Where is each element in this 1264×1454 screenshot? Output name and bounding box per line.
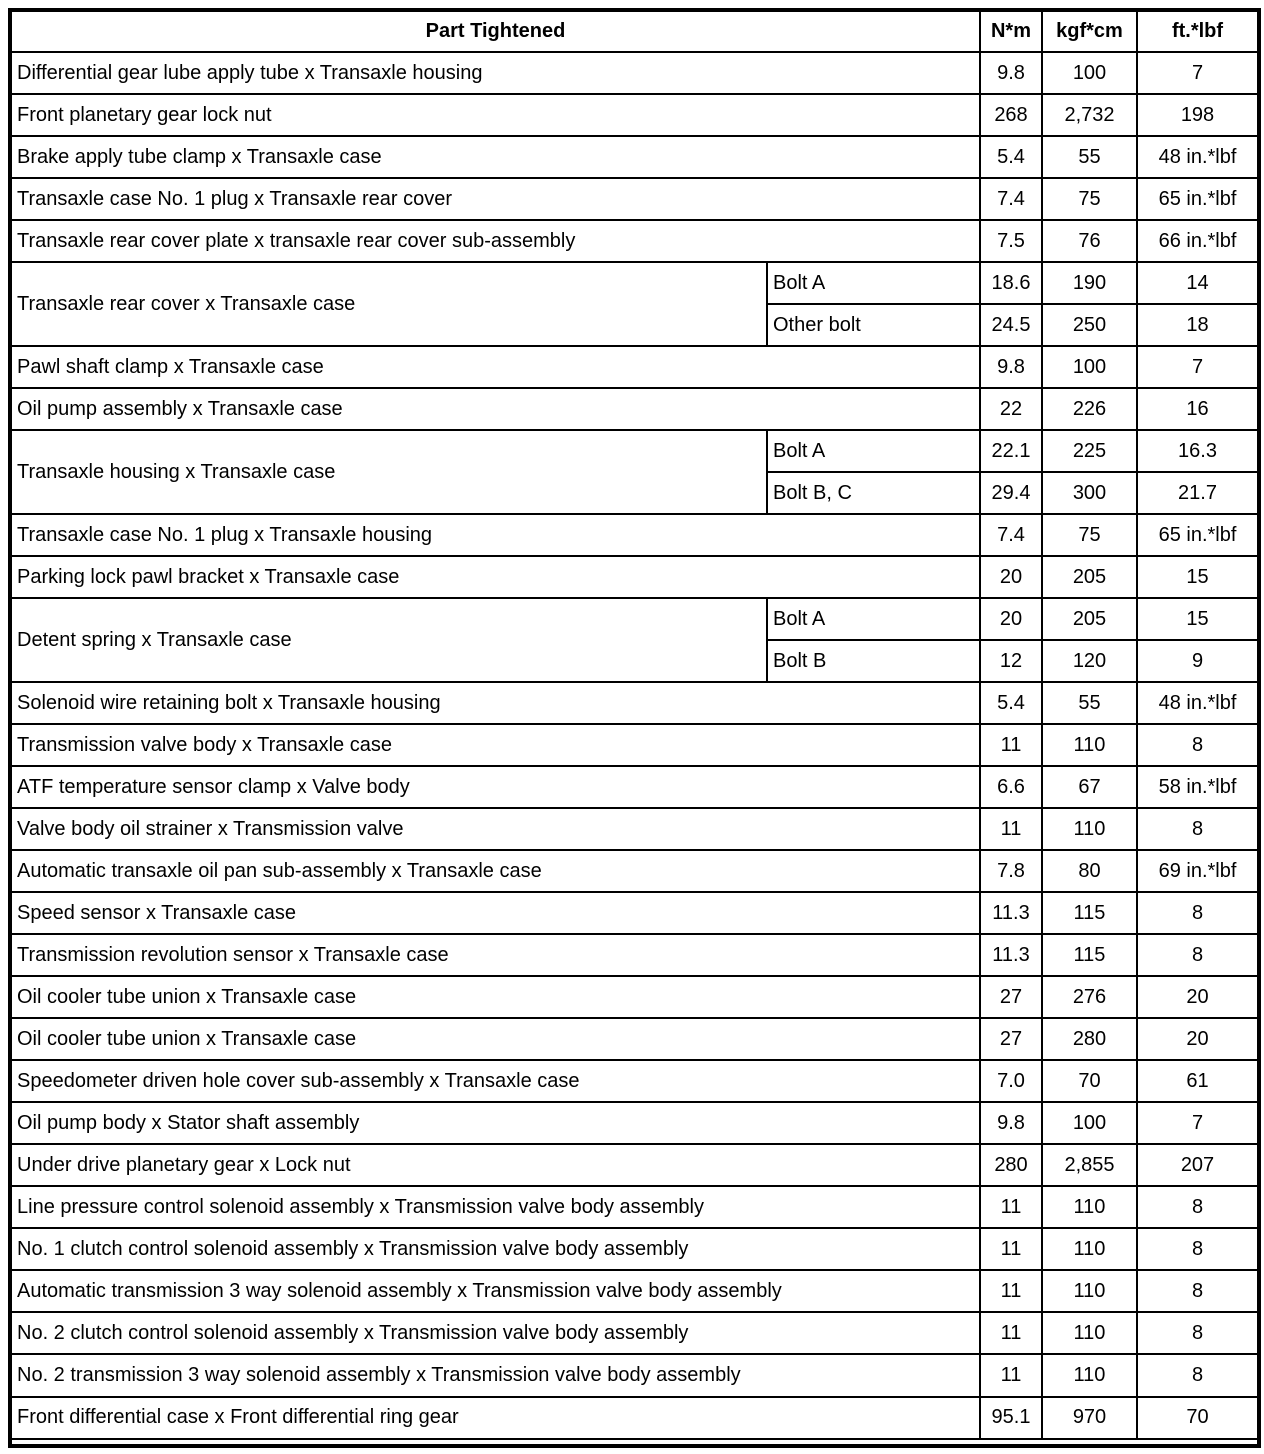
ftlbf-value-cell: 21.7 bbox=[1137, 472, 1259, 514]
nm-value-cell: 29.4 bbox=[980, 472, 1042, 514]
kgfcm-value-cell: 2,855 bbox=[1042, 1144, 1137, 1186]
nm-value-cell: 7.4 bbox=[980, 514, 1042, 556]
part-tightened-cell: ATF temperature sensor clamp x Valve body bbox=[10, 766, 980, 808]
nm-value-cell: 95.1 bbox=[980, 1397, 1042, 1440]
bolt-label-cell: Bolt A bbox=[767, 430, 980, 472]
kgfcm-value-cell: 205 bbox=[1042, 556, 1137, 598]
part-tightened-cell: Transaxle rear cover x Transaxle case bbox=[10, 262, 767, 346]
kgfcm-value-cell: 110 bbox=[1042, 1228, 1137, 1270]
bolt-label-cell: Bolt B, C bbox=[767, 472, 980, 514]
ftlbf-value-cell: 8 bbox=[1137, 808, 1259, 850]
nm-value-cell: 9.8 bbox=[980, 1102, 1042, 1144]
kgfcm-value-cell: 75 bbox=[1042, 178, 1137, 220]
table-row bbox=[10, 766, 1259, 808]
kgfcm-value-cell: 100 bbox=[1042, 346, 1137, 388]
nm-value-cell: 5.4 bbox=[980, 136, 1042, 178]
ftlbf-value-cell: 48 in.*lbf bbox=[1137, 136, 1259, 178]
table-row bbox=[10, 1144, 1259, 1186]
ftlbf-value-cell: 61 bbox=[1137, 1060, 1259, 1102]
kgfcm-value-cell: 110 bbox=[1042, 808, 1137, 850]
part-tightened-cell: Transaxle case No. 1 plug x Transaxle housing bbox=[10, 514, 980, 556]
ftlbf-value-cell: 15 bbox=[1137, 598, 1259, 640]
ftlbf-value-cell: 65 in.*lbf bbox=[1137, 178, 1259, 220]
torque-table-body bbox=[10, 52, 1259, 1439]
part-tightened-cell: No. 1 clutch control solenoid assembly x Transmission valve body assembly bbox=[10, 1228, 980, 1270]
bottom-spacer-row bbox=[10, 1439, 1259, 1446]
part-tightened-cell: Solenoid wire retaining bolt x Transaxle housing bbox=[10, 682, 980, 724]
part-tightened-cell: Speed sensor x Transaxle case bbox=[10, 892, 980, 934]
kgfcm-value-cell: 226 bbox=[1042, 388, 1137, 430]
nm-value-cell: 24.5 bbox=[980, 304, 1042, 346]
ftlbf-value-cell: 8 bbox=[1137, 892, 1259, 934]
ftlbf-value-cell: 7 bbox=[1137, 346, 1259, 388]
table-row bbox=[10, 808, 1259, 850]
table-row bbox=[10, 724, 1259, 766]
nm-value-cell: 9.8 bbox=[980, 346, 1042, 388]
bolt-label-cell: Other bolt bbox=[767, 304, 980, 346]
table-row bbox=[10, 220, 1259, 262]
ftlbf-value-cell: 198 bbox=[1137, 94, 1259, 136]
nm-value-cell: 9.8 bbox=[980, 52, 1042, 94]
ftlbf-value-cell: 18 bbox=[1137, 304, 1259, 346]
table-row bbox=[10, 976, 1259, 1018]
table-row bbox=[10, 1397, 1259, 1440]
part-tightened-cell: Valve body oil strainer x Transmission valve bbox=[10, 808, 980, 850]
bolt-label-cell: Bolt B bbox=[767, 640, 980, 682]
part-tightened-cell: Oil pump assembly x Transaxle case bbox=[10, 388, 980, 430]
table-row bbox=[10, 1102, 1259, 1144]
table-row bbox=[10, 1060, 1259, 1102]
nm-value-cell: 20 bbox=[980, 556, 1042, 598]
kgfcm-value-cell: 75 bbox=[1042, 514, 1137, 556]
ftlbf-value-cell: 8 bbox=[1137, 934, 1259, 976]
ftlbf-value-cell: 8 bbox=[1137, 724, 1259, 766]
part-tightened-cell: No. 2 clutch control solenoid assembly x Transmission valve body assembly bbox=[10, 1312, 980, 1354]
nm-value-cell: 5.4 bbox=[980, 682, 1042, 724]
kgfcm-value-cell: 55 bbox=[1042, 136, 1137, 178]
nm-value-cell: 268 bbox=[980, 94, 1042, 136]
bolt-label-cell: Bolt A bbox=[767, 262, 980, 304]
ftlbf-value-cell: 8 bbox=[1137, 1186, 1259, 1228]
nm-value-cell: 6.6 bbox=[980, 766, 1042, 808]
part-tightened-cell: Transaxle housing x Transaxle case bbox=[10, 430, 767, 514]
table-row bbox=[10, 430, 1259, 472]
kgfcm-value-cell: 110 bbox=[1042, 1312, 1137, 1354]
ftlbf-value-cell: 16 bbox=[1137, 388, 1259, 430]
part-tightened-cell: No. 2 transmission 3 way solenoid assembly x Transmission valve body assembly bbox=[10, 1354, 980, 1396]
kgfcm-value-cell: 110 bbox=[1042, 1354, 1137, 1396]
nm-value-cell: 11 bbox=[980, 1228, 1042, 1270]
nm-value-cell: 7.8 bbox=[980, 850, 1042, 892]
table-row bbox=[10, 262, 1259, 304]
part-tightened-cell: Differential gear lube apply tube x Transaxle housing bbox=[10, 52, 980, 94]
col-header-part-tightened: Part Tightened bbox=[10, 10, 980, 52]
part-tightened-cell: Transaxle rear cover plate x transaxle rear cover sub-assembly bbox=[10, 220, 980, 262]
ftlbf-value-cell: 8 bbox=[1137, 1270, 1259, 1312]
table-row bbox=[10, 850, 1259, 892]
ftlbf-value-cell: 20 bbox=[1137, 1018, 1259, 1060]
kgfcm-value-cell: 120 bbox=[1042, 640, 1137, 682]
ftlbf-value-cell: 69 in.*lbf bbox=[1137, 850, 1259, 892]
ftlbf-value-cell: 16.3 bbox=[1137, 430, 1259, 472]
table-row bbox=[10, 94, 1259, 136]
kgfcm-value-cell: 110 bbox=[1042, 724, 1137, 766]
table-row bbox=[10, 892, 1259, 934]
table-row bbox=[10, 1186, 1259, 1228]
nm-value-cell: 18.6 bbox=[980, 262, 1042, 304]
ftlbf-value-cell: 14 bbox=[1137, 262, 1259, 304]
nm-value-cell: 280 bbox=[980, 1144, 1042, 1186]
kgfcm-value-cell: 110 bbox=[1042, 1270, 1137, 1312]
nm-value-cell: 7.5 bbox=[980, 220, 1042, 262]
nm-value-cell: 27 bbox=[980, 976, 1042, 1018]
kgfcm-value-cell: 100 bbox=[1042, 52, 1137, 94]
kgfcm-value-cell: 110 bbox=[1042, 1186, 1137, 1228]
table-row bbox=[10, 388, 1259, 430]
kgfcm-value-cell: 70 bbox=[1042, 1060, 1137, 1102]
nm-value-cell: 11 bbox=[980, 1186, 1042, 1228]
kgfcm-value-cell: 190 bbox=[1042, 262, 1137, 304]
table-header-row bbox=[10, 10, 1259, 52]
part-tightened-cell: Detent spring x Transaxle case bbox=[10, 598, 767, 682]
table-row bbox=[10, 136, 1259, 178]
kgfcm-value-cell: 76 bbox=[1042, 220, 1137, 262]
ftlbf-value-cell: 8 bbox=[1137, 1312, 1259, 1354]
part-tightened-cell: Front differential case x Front differential ring gear bbox=[10, 1397, 980, 1440]
col-header-nm: N*m bbox=[980, 10, 1042, 52]
nm-value-cell: 7.4 bbox=[980, 178, 1042, 220]
kgfcm-value-cell: 280 bbox=[1042, 1018, 1137, 1060]
part-tightened-cell: Speedometer driven hole cover sub-assembly x Transaxle case bbox=[10, 1060, 980, 1102]
table-row bbox=[10, 514, 1259, 556]
part-tightened-cell: Automatic transmission 3 way solenoid assembly x Transmission valve body assembly bbox=[10, 1270, 980, 1312]
nm-value-cell: 22.1 bbox=[980, 430, 1042, 472]
part-tightened-cell: Oil cooler tube union x Transaxle case bbox=[10, 976, 980, 1018]
kgfcm-value-cell: 300 bbox=[1042, 472, 1137, 514]
kgfcm-value-cell: 55 bbox=[1042, 682, 1137, 724]
ftlbf-value-cell: 66 in.*lbf bbox=[1137, 220, 1259, 262]
col-header-kgfcm: kgf*cm bbox=[1042, 10, 1137, 52]
table-row bbox=[10, 1270, 1259, 1312]
nm-value-cell: 22 bbox=[980, 388, 1042, 430]
nm-value-cell: 12 bbox=[980, 640, 1042, 682]
table-row bbox=[10, 1354, 1259, 1396]
ftlbf-value-cell: 207 bbox=[1137, 1144, 1259, 1186]
part-tightened-cell: Pawl shaft clamp x Transaxle case bbox=[10, 346, 980, 388]
table-row bbox=[10, 52, 1259, 94]
kgfcm-value-cell: 100 bbox=[1042, 1102, 1137, 1144]
kgfcm-value-cell: 115 bbox=[1042, 934, 1137, 976]
nm-value-cell: 11.3 bbox=[980, 934, 1042, 976]
nm-value-cell: 11 bbox=[980, 1354, 1042, 1396]
kgfcm-value-cell: 225 bbox=[1042, 430, 1137, 472]
ftlbf-value-cell: 7 bbox=[1137, 1102, 1259, 1144]
table-row bbox=[10, 1312, 1259, 1354]
table-row bbox=[10, 598, 1259, 640]
bolt-label-cell: Bolt A bbox=[767, 598, 980, 640]
part-tightened-cell: Automatic transaxle oil pan sub-assembly x Transaxle case bbox=[10, 850, 980, 892]
nm-value-cell: 11 bbox=[980, 808, 1042, 850]
table-row bbox=[10, 1228, 1259, 1270]
nm-value-cell: 7.0 bbox=[980, 1060, 1042, 1102]
table-row bbox=[10, 178, 1259, 220]
ftlbf-value-cell: 65 in.*lbf bbox=[1137, 514, 1259, 556]
part-tightened-cell: Front planetary gear lock nut bbox=[10, 94, 980, 136]
part-tightened-cell: Transaxle case No. 1 plug x Transaxle rear cover bbox=[10, 178, 980, 220]
nm-value-cell: 27 bbox=[980, 1018, 1042, 1060]
nm-value-cell: 11 bbox=[980, 724, 1042, 766]
ftlbf-value-cell: 48 in.*lbf bbox=[1137, 682, 1259, 724]
ftlbf-value-cell: 70 bbox=[1137, 1397, 1259, 1440]
nm-value-cell: 11.3 bbox=[980, 892, 1042, 934]
ftlbf-value-cell: 8 bbox=[1137, 1228, 1259, 1270]
bottom-spacer-cell bbox=[10, 1439, 1259, 1446]
col-header-ftlbf: ft.*lbf bbox=[1137, 10, 1259, 52]
kgfcm-value-cell: 205 bbox=[1042, 598, 1137, 640]
part-tightened-cell: Parking lock pawl bracket x Transaxle case bbox=[10, 556, 980, 598]
nm-value-cell: 20 bbox=[980, 598, 1042, 640]
kgfcm-value-cell: 250 bbox=[1042, 304, 1137, 346]
kgfcm-value-cell: 115 bbox=[1042, 892, 1137, 934]
nm-value-cell: 11 bbox=[980, 1312, 1042, 1354]
part-tightened-cell: Oil pump body x Stator shaft assembly bbox=[10, 1102, 980, 1144]
table-row bbox=[10, 1018, 1259, 1060]
torque-spec-table bbox=[8, 8, 1261, 1448]
table-row bbox=[10, 346, 1259, 388]
ftlbf-value-cell: 58 in.*lbf bbox=[1137, 766, 1259, 808]
ftlbf-value-cell: 20 bbox=[1137, 976, 1259, 1018]
part-tightened-cell: Brake apply tube clamp x Transaxle case bbox=[10, 136, 980, 178]
part-tightened-cell: Oil cooler tube union x Transaxle case bbox=[10, 1018, 980, 1060]
ftlbf-value-cell: 15 bbox=[1137, 556, 1259, 598]
kgfcm-value-cell: 2,732 bbox=[1042, 94, 1137, 136]
nm-value-cell: 11 bbox=[980, 1270, 1042, 1312]
part-tightened-cell: Under drive planetary gear x Lock nut bbox=[10, 1144, 980, 1186]
kgfcm-value-cell: 80 bbox=[1042, 850, 1137, 892]
kgfcm-value-cell: 276 bbox=[1042, 976, 1137, 1018]
table-row bbox=[10, 934, 1259, 976]
ftlbf-value-cell: 9 bbox=[1137, 640, 1259, 682]
ftlbf-value-cell: 8 bbox=[1137, 1354, 1259, 1396]
part-tightened-cell: Transmission valve body x Transaxle case bbox=[10, 724, 980, 766]
part-tightened-cell: Line pressure control solenoid assembly x Transmission valve body assembly bbox=[10, 1186, 980, 1228]
kgfcm-value-cell: 67 bbox=[1042, 766, 1137, 808]
table-row bbox=[10, 556, 1259, 598]
table-row bbox=[10, 682, 1259, 724]
part-tightened-cell: Transmission revolution sensor x Transaxle case bbox=[10, 934, 980, 976]
kgfcm-value-cell: 970 bbox=[1042, 1397, 1137, 1440]
ftlbf-value-cell: 7 bbox=[1137, 52, 1259, 94]
